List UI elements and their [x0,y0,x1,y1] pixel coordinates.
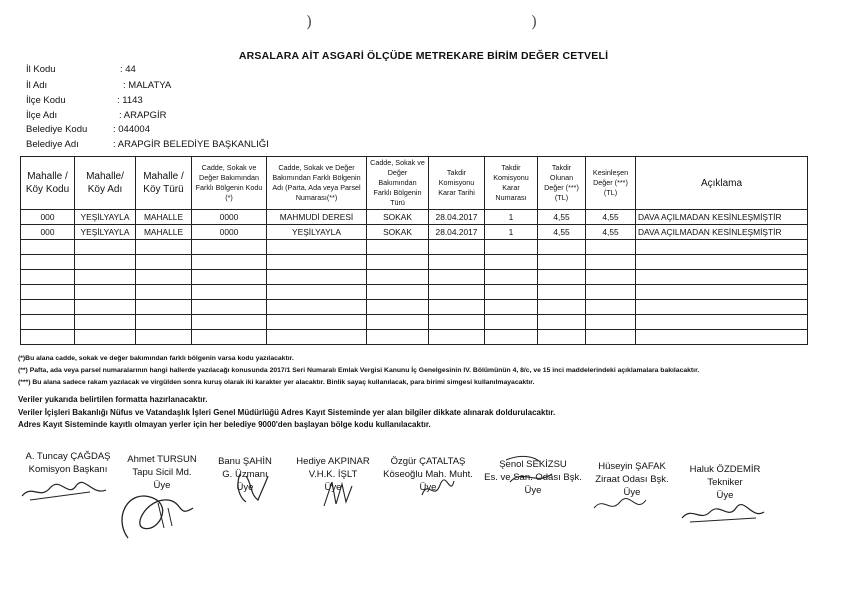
signatory-role: Üye [419,482,437,493]
column-header: Takdir Olunan Değer (***) (TL) [538,157,586,210]
table-cell [267,315,367,330]
column-header: Cadde, Sokak ve Değer Bakımından Farklı Bölgenin Kodu (*) [192,157,267,210]
table-cell [21,315,75,330]
signatory-role: Üye [524,485,542,496]
info-label: İlçe Adı [26,110,58,121]
table-cell [267,270,367,285]
info-value: : 044004 [113,124,150,135]
table-cell [636,300,808,315]
table-cell [586,270,636,285]
table-cell [429,240,485,255]
signature-scribble [232,470,272,506]
table-cell [538,255,586,270]
table-cell [75,300,136,315]
table-cell [367,255,429,270]
table-cell [485,315,538,330]
right-binding-mark: ) [531,12,538,31]
table-cell [192,255,267,270]
column-header: Takdir Komisyonu Karar Tarihi [429,157,485,210]
table-cell [636,285,808,300]
table-cell: 1 [485,210,538,225]
signatory [675,463,775,502]
signatory-role: Üye [324,482,342,493]
table-cell [429,300,485,315]
table-cell [485,285,538,300]
table-cell: 4,55 [586,210,636,225]
table-cell [538,300,586,315]
signatory-name: Haluk ÖZDEMİR [689,464,761,475]
table-cell [586,255,636,270]
table-cell [429,330,485,345]
table-cell: DAVA AÇILMADAN KESİNLEŞMİŞTİR [636,210,808,225]
table-cell [538,315,586,330]
table-cell [485,240,538,255]
table-cell [192,270,267,285]
table-cell [367,330,429,345]
table-row [21,315,808,330]
table-cell [636,240,808,255]
signatory-title: V.H.K. İŞLT [308,469,358,480]
table-cell [21,270,75,285]
footnote: (**) Pafta, ada veya parsel numaralarının hangi hallerde yazılacağı konusunda 2017/1 Seri Numaralı Emlak Vergisi Kanunu İç Genelgesinin IV. Bölümünün 4, 8/c, ve 15 inci maddelerindeki açıklamalara bakılacaktır. [18,367,700,374]
table-header-row [21,157,808,210]
signatory-name: Ahmet TURSUN [127,454,197,465]
table-cell [136,300,192,315]
column-header: Kesinleşen Değer (***) (TL) [586,157,636,210]
table-cell: YEŞİLYAYLA [75,210,136,225]
table-cell: 28.04.2017 [429,225,485,240]
signatory-name: Özgür ÇATALTAŞ [390,456,466,467]
info-label: Belediye Adı [26,139,79,150]
table-cell [586,330,636,345]
unit-value-table [20,156,808,345]
table-cell: 1 [485,225,538,240]
table-cell [21,285,75,300]
table-cell: YEŞİLYAYLA [267,225,367,240]
table-cell [75,240,136,255]
table-cell [267,255,367,270]
signatory-role: Üye [716,490,734,501]
table-cell [485,300,538,315]
table-cell: 0000 [192,210,267,225]
signature-scribble [108,478,208,548]
table-cell [192,315,267,330]
table-cell [192,240,267,255]
table-cell [267,330,367,345]
table-cell [636,330,808,345]
table-row [21,270,808,285]
signatory-role: Üye [623,487,641,498]
table-cell [367,315,429,330]
footnote: (***) Bu alana sadece rakam yazılacak ve virgülden sonra kuruş olarak iki karakter yer alacaktır. Binlik sayaç kullanılacak, para birimi simgesi kullanılmayacaktır. [18,379,535,386]
table-cell: MAHALLE [136,210,192,225]
table-cell: 4,55 [538,210,586,225]
table-cell [367,270,429,285]
signatory-role: Üye [153,480,171,491]
table-row [21,285,808,300]
signatory-name: Şenol SEKİZSU [499,459,567,470]
signature-scribble [418,475,458,503]
table-row [21,330,808,345]
signature-scribble [500,452,560,492]
column-header: Cadde, Sokak ve Değer Bakımından Farklı Bölgenin Adı (Parta, Ada veya Parsel Numarası(**) [267,157,367,210]
footnote: (*)Bu alana cadde, sokak ve değer bakımından farklı bölgenin varsa kodu yazılacaktır. [18,355,294,362]
signatory-title: Tapu Sicil Md. [132,467,192,478]
left-binding-mark: ) [306,12,313,31]
info-label: İl Adı [26,80,48,91]
signatory-title: Köseoğlu Mah. Muht. [383,469,473,480]
table-cell [538,240,586,255]
table-cell [75,315,136,330]
document-title: ARSALARA AİT ASGARİ ÖLÇÜDE METREKARE BİRİM DEĞER CETVELİ [238,50,609,62]
signatory-title: Komisyon Başkanı [28,464,108,475]
table-cell [429,270,485,285]
column-header: Cadde, Sokak ve Değer Bakımından Farklı Bölgenin Türü [367,157,429,210]
table-cell [136,240,192,255]
table-cell [485,330,538,345]
table-cell [267,300,367,315]
table-cell [192,285,267,300]
table-cell [367,285,429,300]
table-cell [136,270,192,285]
instruction-line: Veriler yukarıda belirtilen formatta hazırlanacaktır. [18,395,208,404]
table-cell [192,300,267,315]
info-value: : 44 [120,64,136,75]
table-cell [21,240,75,255]
table-cell: 4,55 [538,225,586,240]
info-value: : ARAPGİR BELEDİYE BAŞKANLIĞI [113,139,269,150]
table-cell: 000 [21,210,75,225]
table-cell [267,240,367,255]
table-cell: MAHMUDİ DERESİ [267,210,367,225]
column-header: Mahalle/ Köy Adı [75,157,136,210]
table-row [21,300,808,315]
table-cell [75,270,136,285]
table-row [21,210,808,225]
table-cell [429,255,485,270]
table-cell [586,315,636,330]
table-cell [136,255,192,270]
table-cell [485,270,538,285]
instruction-line: Adres Kayıt Sisteminde kayıtlı olmayan yerler için her belediye 9000'den başlayan bölge kodu kullanılacaktır. [18,420,431,429]
table-cell [429,285,485,300]
signatory-role: Üye [236,482,254,493]
table-cell: SOKAK [367,210,429,225]
table-cell: 4,55 [586,225,636,240]
table-cell [636,255,808,270]
table-cell [538,270,586,285]
signature-scribble [678,498,768,528]
table-cell [136,330,192,345]
table-cell: YEŞİLYAYLA [75,225,136,240]
table-cell [267,285,367,300]
table-row [21,240,808,255]
signature-scribble [20,478,110,504]
table-cell [21,255,75,270]
table-row [21,255,808,270]
signatory [18,450,118,476]
table-cell [538,285,586,300]
table-cell: SOKAK [367,225,429,240]
column-header: Açıklama [636,157,808,210]
table-cell [636,270,808,285]
table-cell [586,300,636,315]
table-cell [586,240,636,255]
table-cell [21,330,75,345]
table-cell [429,315,485,330]
table-cell [367,300,429,315]
table-row [21,225,808,240]
signature-scribble [318,478,358,508]
info-value: : ARAPGİR [119,110,167,121]
table-cell: 000 [21,225,75,240]
signatory-title: Ziraat Odası Bşk. [595,474,669,485]
table-cell [21,300,75,315]
table-cell [538,330,586,345]
signature-scribble [590,490,650,520]
table-cell [485,255,538,270]
table-cell [75,255,136,270]
info-label: İlçe Kodu [26,95,66,106]
signatory-name: Hüseyin ŞAFAK [598,461,666,472]
table-cell [75,330,136,345]
table-cell: 28.04.2017 [429,210,485,225]
info-value: : MALATYA [123,80,172,91]
table-cell: 0000 [192,225,267,240]
table-cell: DAVA AÇILMADAN KESİNLEŞMİŞTİR [636,225,808,240]
table-cell [75,285,136,300]
table-cell [367,240,429,255]
signatory-title: G. Üzmanı [222,469,268,480]
signatory-name: A. Tuncay ÇAĞDAŞ [25,451,111,462]
column-header: Takdir Komisyonu Karar Numarası [485,157,538,210]
info-label: İl Kodu [26,64,56,75]
signatory-title: Es. ve San. Odası Bşk. [484,472,582,483]
signatory-title: Tekniker [707,477,743,488]
table-cell: MAHALLE [136,225,192,240]
table-cell [136,315,192,330]
table-cell [636,315,808,330]
info-value: : 1143 [117,95,143,106]
table-cell [136,285,192,300]
instruction-line: Veriler İçişleri Bakanlığı Nüfus ve Vatandaşlık İşleri Genel Müdürlüğü Adres Kayıt Sisteminde yer alan bilgiler dikkate alınarak doldurulacaktır. [18,408,556,417]
table-cell [586,285,636,300]
signatory-name: Banu ŞAHİN [218,456,272,467]
info-label: Belediye Kodu [26,124,88,135]
column-header: Mahalle / Köy Kodu [21,157,75,210]
signatory-name: Hediye AKPINAR [296,456,370,467]
column-header: Mahalle / Köy Türü [136,157,192,210]
table-cell [192,330,267,345]
